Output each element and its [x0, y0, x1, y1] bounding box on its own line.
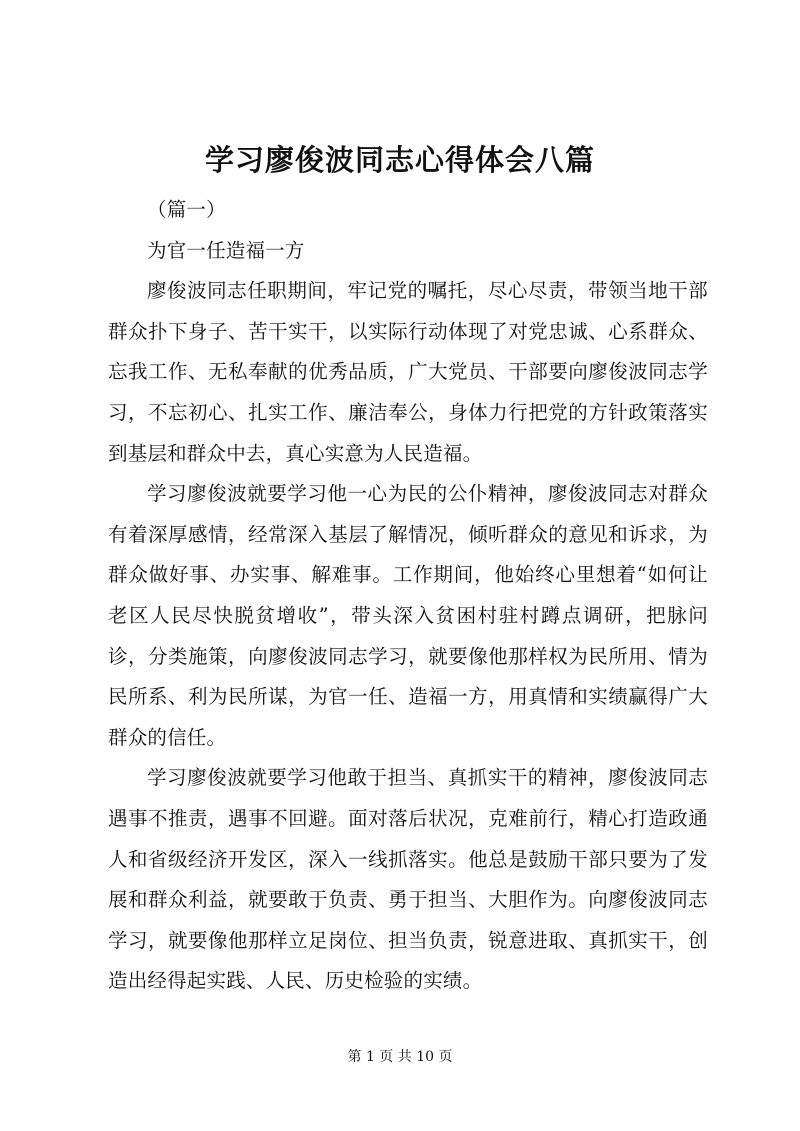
section-label: （篇一） [147, 198, 226, 221]
document-body [108, 190, 708, 1002]
paragraph-2: 学习廖俊波就要学习他一心为民的公仆精神，廖俊波同志对群众有着深厚感情，经常深入基层了解情况，倾听群众的意见和诉求，为群众做好事、办实事、解难事。工作期间，他始终心里想着“如何让老区人民尽快脱贫增收”，带头深入贫困村驻村蹲点调研，把脉问诊，分类施策，向廖俊波同志学习，就要像他那样权为民所用、情为民所系、利为民所谋，为官一任、造福一方，用真情和实绩赢得广大群众的信任。 [108, 482, 708, 749]
page-footer: 第 1 页 共 10 页 [347, 1049, 453, 1065]
paragraph-3: 学习廖俊波就要学习他敢于担当、真抓实干的精神，廖俊波同志遇事不推责，遇事不回避。面对落后状况，克难前行，精心打造政通人和省级经济开发区，深入一线抓落实。他总是鼓励干部只要为了发展和群众利益，就要敢于负责、勇于担当、大胆作为。向廖俊波同志学习，就要像他那样立足岗位、担当负责，锐意进取、真抓实干，创造出经得起实践、人民、历史检验的实绩。 [108, 766, 708, 993]
document-title: 学习廖俊波同志心得体会八篇 [204, 143, 595, 177]
paragraph-1: 廖俊波同志任职期间，牢记党的嘱托，尽心尽责，带领当地干部群众扑下身子、苦干实干，以实际行动体现了对党忠诚、心系群众、忘我工作、无私奉献的优秀品质，广大党员、干部要向廖俊波同志学习，不忘初心、扎实工作、廉洁奉公，身体力行把党的方针政策落实到基层和群众中去，真心实意为人民造福。 [108, 279, 708, 465]
subheading: 为官一任造福一方 [147, 238, 305, 262]
